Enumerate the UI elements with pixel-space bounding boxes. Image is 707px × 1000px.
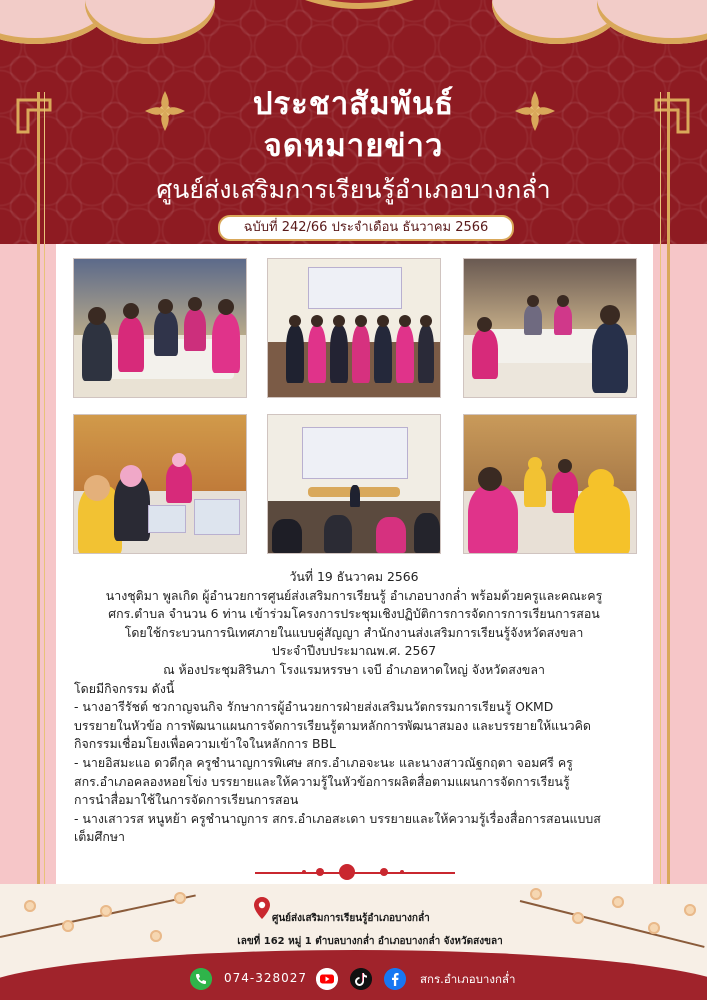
activity-line: สกร.อำเภอคลองหอยโข่ง บรรยายและให้ความรู้ในหัวข้อการผลิตสื่อตามแผนการจัดการเรียนรู้ (74, 773, 570, 789)
blossom-icon (530, 888, 542, 900)
youtube-icon[interactable] (316, 968, 338, 990)
divider-dot (380, 868, 388, 876)
issue-badge: ฉบับที่ 242/66 ประจำเดือน ธันวาคม 2566 (218, 215, 514, 241)
facebook-page-name[interactable]: สกร.อำเภอบางกล่ำ (420, 972, 516, 986)
activity-photo-6 (463, 414, 637, 554)
activity-line: - นางเสาวรส หนูหย้า ครูชำนาญการ สกร.อำเภอสะเดา บรรยายและให้ความรู้เรื่องสื่อการสอนแบบส (74, 810, 601, 826)
gold-side-rail-thin (44, 92, 45, 1000)
blossom-icon (62, 920, 74, 932)
footer-address: เลขที่ 162 หมู่ 1 ตำบลบางกล่ำ อำเภอบางกล่ำ จังหวัดสงขลา (237, 936, 503, 947)
gold-side-rail (37, 92, 40, 1000)
activity-line: เต็มศึกษา (74, 829, 125, 845)
header-banner (0, 0, 707, 244)
activity-line: กิจกรรมเชื่อมโยงเพื่อความเข้าใจในหลักการ BBL (74, 736, 336, 752)
blossom-icon (684, 904, 696, 916)
divider-dot (316, 868, 324, 876)
facebook-icon[interactable] (384, 968, 406, 990)
blossom-icon (100, 905, 112, 917)
gold-side-rail-thin (660, 92, 661, 1000)
page-title: ประชาสัมพันธ์ (252, 86, 455, 122)
activity-line: - นายอิสมะแอ ดวดีกุล ครูชำนาญการพิเศษ สกร.อำเภอจะนะ และนางสาวณัฐกฤตา จอมศรี ครู (74, 754, 573, 770)
gold-side-rail (667, 92, 670, 1000)
divider-dot (400, 870, 404, 874)
article-intro-line: นางชุติมา พูลเกิด ผู้อำนวยการศูนย์ส่งเสริมการเรียนรู้ อำเภอบางกล่ำ พร้อมด้วยครูและคณะครู (105, 587, 603, 603)
decorative-arch (190, 0, 529, 9)
article-intro-line: ประจำปีงบประมาณพ.ศ. 2567 (271, 643, 437, 659)
article-intro-line: ศกร.ตำบล จำนวน 6 ท่าน เข้าร่วมโครงการประชุมเชิงปฏิบัติการการจัดการการเรียนการสอน (108, 606, 600, 622)
activity-photo-5 (267, 414, 441, 554)
article-venue: ณ ห้องประชุมสิรินภา โรงแรมหรรษา เจบี อำเภอหาดใหญ่ จังหวัดสงขลา (163, 661, 545, 677)
tiktok-icon[interactable] (350, 968, 372, 990)
activity-photo-2 (267, 258, 441, 398)
blossom-icon (174, 892, 186, 904)
divider-dot (339, 864, 355, 880)
blossom-icon (612, 896, 624, 908)
page-subtitle: จดหมายข่าว (263, 128, 444, 164)
cloud-ornament-icon (597, 0, 707, 44)
article-text (74, 568, 634, 847)
blossom-icon (24, 900, 36, 912)
activity-line: บรรยายในหัวข้อ การพัฒนาแผนการจัดการเรียนรู้ตามหลักการพัฒนาสมอง และบรรยายให้แนวคิด (74, 717, 591, 733)
cloud-ornament-icon (85, 0, 215, 44)
article-date: วันที่ 19 ธันวาคม 2566 (289, 569, 419, 584)
section-divider (255, 872, 455, 874)
organization-name: ศูนย์ส่งเสริมการเรียนรู้อำเภอบางกล่ำ (156, 175, 551, 204)
activities-heading: โดยมีกิจกรรม ดังนี้ (74, 680, 175, 696)
activity-line: การนำสื่อมาใช้ในการจัดการเรียนการสอน (74, 792, 299, 808)
blossom-icon (572, 912, 584, 924)
blossom-icon (648, 922, 660, 934)
activity-photo-1 (73, 258, 247, 398)
activity-line: - นางอารีรัชต์ ชวกาญจนกิจ รักษาการผู้อำนวยการฝ่ายส่งเสริมนวัตกรรมการเรียนรู้ OKMD (74, 699, 554, 715)
divider-dot (302, 870, 306, 874)
phone-number[interactable]: 074-328027 (224, 971, 308, 985)
blossom-icon (150, 930, 162, 942)
footer-organization: ศูนย์ส่งเสริมการเรียนรู้อำเภอบางกล่ำ (272, 913, 430, 924)
article-intro-line: โดยใช้กระบวนการนิเทศภายในแบบคู่สัญญา สำนักงานส่งเสริมการเรียนรู้จังหวัดสงขลา (124, 624, 584, 640)
location-pin-icon (253, 896, 271, 920)
phone-icon (190, 968, 212, 990)
activity-photo-4 (73, 414, 247, 554)
activity-photo-3 (463, 258, 637, 398)
